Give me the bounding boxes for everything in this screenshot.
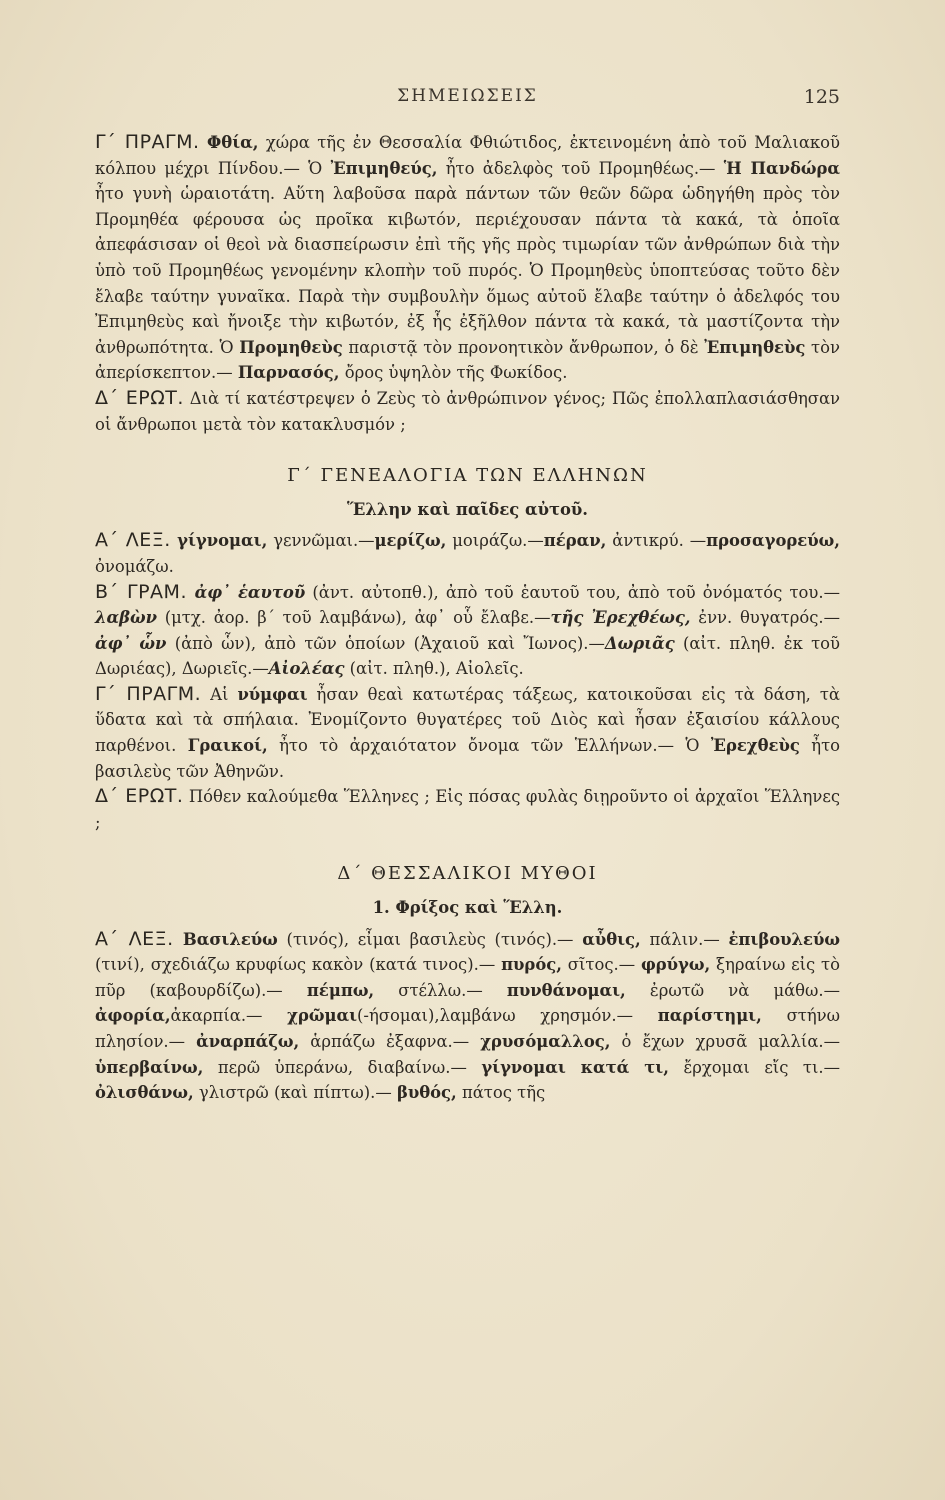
text-run: (μτχ. ἀορ. β΄ τοῦ λαμβάνω), ἀφ᾿ οὗ ἔλαβε.— xyxy=(156,608,551,628)
text-run: ἦτο βασιλεὺς τῶν Ἀθηνῶν. xyxy=(95,736,841,781)
question-text: Διὰ τί κατέστρεψεν ὁ Ζεὺς τὸ ἀνθρώπινον γένος; Πῶς ἐπολλαπλασιάσθησαν οἱ ἄνθρωποι μετὰ τὸν κατακλυσμόν ; xyxy=(95,388,841,434)
term: χρῶμαι xyxy=(287,1006,358,1026)
paragraph-pragm-intro xyxy=(95,130,840,386)
term: ὑπερβαίνω, xyxy=(95,1057,204,1077)
term: πυρός, xyxy=(501,955,562,975)
paragraph-lex-genealogy xyxy=(95,528,840,579)
running-head xyxy=(95,86,840,110)
term: Ἐρεχθεὺς xyxy=(710,736,800,756)
subheading-phrixos: 1. Φρίξος καὶ Ἕλλη. xyxy=(372,898,563,918)
term: μερίζω, xyxy=(374,531,447,551)
running-title: ΣΗΜΕΙΩΣΕΙΣ xyxy=(397,86,538,106)
term: προσαγορεύω, xyxy=(706,531,840,551)
text-run: χώρα τῆς ἐν Θεσσαλία Φθιώτιδος, ἐκτεινομένη ἀπὸ τοῦ Μαλιακοῦ κόλπου μέχρι Πίνδου.— Ὁ xyxy=(95,133,841,178)
text-run: περῶ ὑπεράνω, διαβαίνω.— xyxy=(203,1057,482,1077)
text-run: ἦτο γυνὴ ὡραιοτάτη. Αὕτη λαβοῦσα παρὰ πάντων τῶν θεῶν δῶρα ὡδηγήθη πρὸς τὸν Προμηθέα φέρουσα ὡς προῖκα κιβωτόν, περιέχουσαν πάντα τὰ κακά, τὰ ὁποῖα ἀπεφάσισαν οἱ θεοὶ νὰ διασπείρωσιν ἐπὶ τῆς γῆς πρὸς τιμωρίαν τῶν ἀνθρώπων διὰ τὴν ὑπὸ τοῦ Προμηθέως γενομένην κλοπὴν τοῦ πυρός. Ὁ Προμηθεὺς ὑποπτεύσας τοῦτο δὲν ἔλαβε ταύτην γυναῖκα. Παρὰ τὴν συμβουλὴν ὅμως αὐτοῦ ἔλαβε ταύτην ὁ ἀδελφός του Ἐπιμηθεὺς καὶ ἤνοιξε τὴν κιβωτόν, ἐξ ἧς ἐξῆλθον πάντα τὰ κακά, τὰ μαστίζοντα τὴν ἀνθρωπότητα. Ὁ xyxy=(95,184,840,357)
term: πέραν, xyxy=(543,531,607,551)
paragraph-erot-intro xyxy=(95,386,840,437)
term: πέμπω, xyxy=(306,980,375,1000)
text-run: (αἰτ. πληθ.), Αἰολεῖς. xyxy=(344,659,524,679)
term: ἀφορία, xyxy=(95,1006,171,1026)
text-run: πάτος τῆς xyxy=(456,1083,546,1103)
term: Γραικοί, xyxy=(187,736,268,756)
term: φρύγω, xyxy=(640,955,711,975)
term: Αἰολέας xyxy=(268,659,345,679)
term-fthia: Φθία, xyxy=(206,133,259,152)
term: παρίστημι, xyxy=(657,1006,762,1026)
section-label-erot: Δ΄ ΕΡΩΤ. xyxy=(95,386,184,409)
chapter-heading-thessaly: Δ΄ ΘΕΣΣΑΛΙΚΟΙ ΜΥΘΟΙ xyxy=(337,863,598,885)
section-label-lex: Α΄ ΛΕΞ. xyxy=(95,927,174,950)
subheading-hellen: Ἕλλην καὶ παῖδες αὐτοῦ. xyxy=(346,499,589,519)
term: λαβὼν xyxy=(95,608,157,628)
section-label-lex: Α΄ ΛΕΞ. xyxy=(95,529,171,552)
text-run: ξηραίνω εἰς τὸ πῦρ (καβουρδίζω).— xyxy=(95,955,840,1000)
term-prometheus: Προμηθεὺς xyxy=(239,337,343,357)
term-pandora: Ἡ Πανδώρα xyxy=(723,158,840,178)
text-run: ἐνν. θυγατρός.— xyxy=(690,608,840,628)
text-run: ὄρος ὑψηλὸν τῆς Φωκίδος. xyxy=(339,363,568,383)
question-text: Πόθεν καλούμεθα Ἕλληνες ; Εἰς πόσας φυλὰς διῃροῦντο οἱ ἀρχαῖοι Ἕλληνες ; xyxy=(95,787,840,832)
text-run: ἦτο τὸ ἀρχαιότατον ὄνομα τῶν Ἑλλήνων.— Ὁ xyxy=(267,736,711,756)
page-text xyxy=(95,130,840,1106)
text-run: Αἱ xyxy=(201,684,238,704)
term: γίγνομαι κατά τι, xyxy=(481,1057,669,1077)
term: Δωριᾶς xyxy=(604,633,675,653)
term: ἀφ᾿ ἑαυτοῦ xyxy=(187,582,306,602)
paragraph-erot-genealogy xyxy=(95,784,840,835)
term: ἐπιβουλεύω xyxy=(728,929,840,949)
text-run: ἀκαρπία.— xyxy=(170,1006,288,1026)
text-run: ἐρωτῶ νὰ μάθω.— xyxy=(625,980,841,1000)
term: αὖθις, xyxy=(582,929,641,949)
section-label-erot: Δ΄ ΕΡΩΤ. xyxy=(95,785,184,808)
term: γίγνομαι, xyxy=(170,531,268,551)
section-label-gram: Β΄ ΓΡΑΜ. xyxy=(95,580,187,603)
term: νύμφαι xyxy=(237,684,308,704)
text-run: ἀντικρύ. — xyxy=(606,531,707,551)
paragraph-lex-thessaly xyxy=(95,927,840,1106)
text-run: σῖτος.— xyxy=(561,955,641,975)
text-run: (ἀντ. αὐτοπθ.), ἀπὸ τοῦ ἑαυτοῦ του, ἀπὸ τοῦ ὀνόματός του.— xyxy=(305,582,840,602)
text-run: ὁ ἔχων χρυσᾶ μαλλία.— xyxy=(610,1032,840,1051)
text-run: τὸν ἀπερίσκεπτον.— xyxy=(95,337,840,383)
text-run: μοιράζω.— xyxy=(446,531,544,551)
section-label-pragm: Γ΄ ΠΡΑΓΜ. xyxy=(95,682,202,705)
text-run: ἦτο ἀδελφὸς τοῦ Προμηθέως.— xyxy=(437,158,724,178)
term-epimetheus: Ἐπιμηθεύς, xyxy=(330,158,438,178)
term: ὀλισθάνω, xyxy=(95,1083,194,1103)
term-parnassos: Παρνασός, xyxy=(237,363,340,383)
section-label-pragm: Γ΄ ΠΡΑΓΜ. xyxy=(95,131,200,153)
term: Βασιλεύω xyxy=(173,929,278,949)
chapter-heading-genealogy: Γ΄ ΓΕΝΕΑΛΟΓΙΑ ΤΩΝ ΕΛΛΗΝΩΝ xyxy=(287,465,648,487)
paragraph-pragm-genealogy xyxy=(95,682,840,784)
text-run: (ἀπὸ ὧν), ἀπὸ τῶν ὁποίων (Ἀχαιοῦ καὶ Ἴωνος).— xyxy=(166,633,605,653)
text-run: (αἰτ. πληθ. ἐκ τοῦ Δωριέας), Δωριεῖς.— xyxy=(95,633,841,679)
text-run: παριστᾷ τὸν προνοητικὸν ἄνθρωπον, ὁ δὲ xyxy=(342,337,705,357)
term: χρυσόμαλλος, xyxy=(480,1032,611,1051)
paragraph-gram-genealogy xyxy=(95,580,840,682)
text-run: ἁρπάζω ἐξαφνα.— xyxy=(299,1032,481,1051)
text-run: γεννῶμαι.— xyxy=(267,531,375,551)
term: πυνθάνομαι, xyxy=(506,980,626,1000)
text-run: (τινί), σχεδιάζω κρυφίως κακὸν (κατά τινος).— xyxy=(95,955,502,975)
page-number: 125 xyxy=(803,86,840,108)
term: τῆς Ἐρεχθέως, xyxy=(550,608,691,628)
text-run: (-ήσομαι),λαμβάνω χρησμόν.— xyxy=(357,1006,658,1026)
text-run: ἦσαν θεαὶ κατωτέρας τάξεως, κατοικοῦσαι εἰς τὰ δάση, τὰ ὕδατα καὶ τὰ σπήλαια. Ἐνομίζοντο θυγατέρες τοῦ Διὸς καὶ ἦσαν ἐξαισίου κάλλους παρθένοι. xyxy=(95,684,840,756)
text-run: στήνω πλησίον.— xyxy=(95,1006,840,1051)
text-run: ἔρχομαι εἴς τι.— xyxy=(668,1057,841,1077)
term: βυθός, xyxy=(396,1083,457,1103)
term-epimetheus-2: Ἐπιμηθεὺς xyxy=(704,337,806,357)
text-run: γλιστρῶ (καὶ πίπτω).— xyxy=(193,1083,397,1103)
text-run: πάλιν.— xyxy=(640,929,729,949)
term: ἀφ᾿ ὧν xyxy=(95,633,167,653)
text-run: (τινός), εἶμαι βασιλεὺς (τινός).— xyxy=(277,929,583,949)
text-run: στέλλω.— xyxy=(374,980,507,1000)
text-run: ὀνομάζω. xyxy=(95,556,174,576)
term: ἀναρπάζω, xyxy=(196,1032,300,1051)
